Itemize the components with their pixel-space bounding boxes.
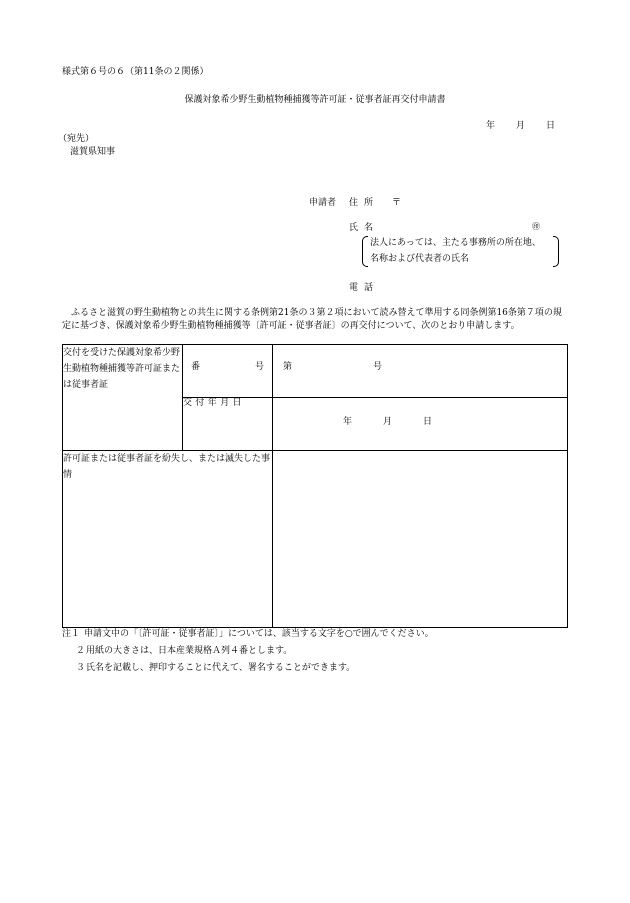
document-title: 保護対象希少野生動植物種捕獲等許可証・従事者証再交付申請書 (184, 95, 446, 105)
phone-label: 電話 (349, 283, 380, 293)
seal-mark: ㊞ (532, 222, 540, 231)
issue-month-label: 月 (383, 417, 393, 427)
form-number: 様式第６号の６（第11条の２関係） (62, 67, 209, 77)
loss-reason-text: 許可証または従事者証を紛失し、または滅失した事情 (63, 454, 271, 480)
address-label: 住所 (349, 198, 380, 208)
postal-mark: 〒 (392, 198, 402, 208)
note-3-num: ３ (76, 663, 86, 673)
date-month-label: 月 (516, 121, 526, 131)
number-label-a: 番 (191, 362, 201, 372)
number-label-cell (183, 345, 273, 398)
note-1-num: 注１ (62, 629, 81, 639)
loss-reason-label (63, 451, 273, 628)
permit-number-field[interactable] (273, 345, 568, 398)
note-2-num: ２ (76, 646, 86, 656)
issue-date-field[interactable] (273, 398, 568, 451)
note-3-text: 氏名を記載し、押印することに代えて、署名することができます。 (86, 663, 356, 673)
date-day-label: 日 (546, 121, 556, 131)
left-bracket (362, 236, 368, 267)
number-label-b: 号 (254, 362, 264, 372)
issue-date-label (183, 398, 273, 451)
issue-year-label: 年 (343, 417, 353, 427)
note-1 (62, 629, 434, 640)
applicant-label: 申請者 (309, 198, 337, 208)
name-label: 氏名 (349, 223, 380, 233)
corporate-note-line1: 法人にあっては、主たる事務所の所在地、 (370, 238, 541, 248)
addressee-label: （宛先） (58, 134, 95, 144)
note-3 (76, 663, 355, 674)
application-date (486, 121, 555, 132)
note-2-text: 用紙の大きさは、日本産業規格Ａ列４番とします。 (86, 646, 293, 656)
note-2 (76, 646, 292, 657)
application-statement: ふるさと滋賀の野生動植物との共生に関する条例第21条の３第２項において読み替えて準用する同条例第16条第７項の規定に基づき、保護対象希少野生動植物種捕獲等〔許可証・従事者証〕の再交付について、次のとおり申請します。 (62, 308, 562, 331)
loss-reason-field[interactable] (273, 451, 568, 628)
issued-permit-label (63, 345, 183, 451)
issue-date-label-text: 交付年月日 (183, 398, 246, 408)
right-bracket (553, 236, 559, 267)
number-prefix: 第 (283, 362, 293, 372)
note-1-text: 申請文中の「〔許可証・従事者証〕」については、該当する文字を○で囲んでください。 (84, 629, 434, 639)
issue-day-label: 日 (423, 417, 433, 427)
addressee: 滋賀県知事 (70, 147, 116, 157)
issued-permit-text: 交付を受けた保護対象希少野生動植物種捕獲等許可証または従事者証 (63, 348, 181, 390)
date-year-label: 年 (486, 121, 496, 131)
application-table (62, 344, 568, 628)
number-suffix: 号 (373, 362, 383, 372)
corporate-note-line2: 名称および代表者の氏名 (370, 254, 470, 264)
